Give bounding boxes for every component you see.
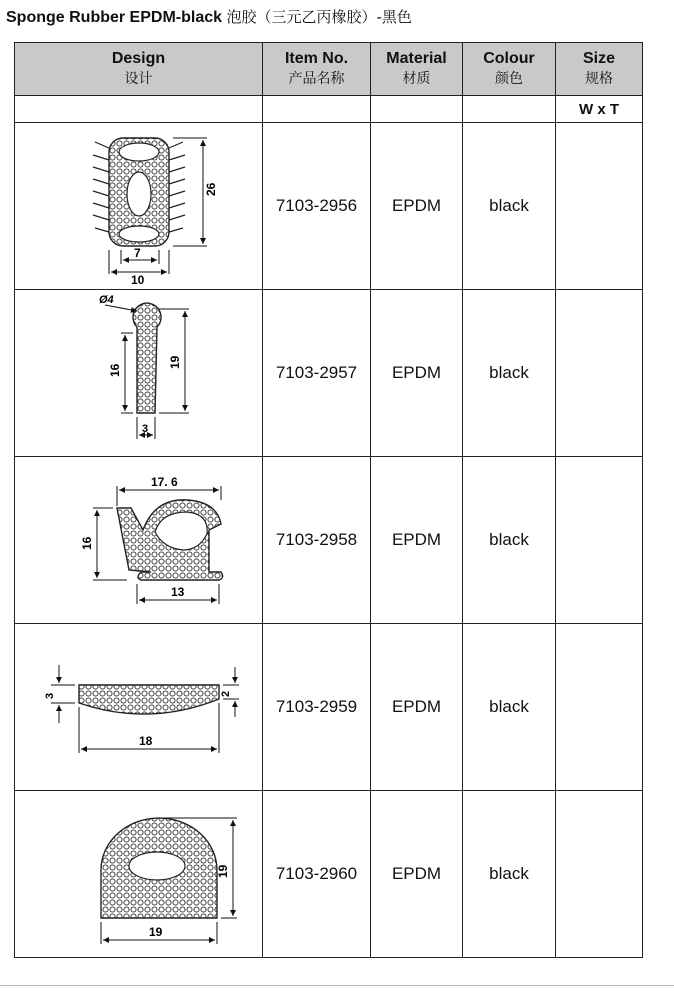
dim-label: 16 xyxy=(79,536,94,550)
table-row xyxy=(15,123,643,290)
dim-label: 3 xyxy=(43,692,56,699)
footer-divider xyxy=(0,985,674,986)
colour: black xyxy=(463,290,556,457)
dim-label: 16 xyxy=(107,363,122,377)
item-number: 7103-2959 xyxy=(263,624,371,791)
table-row xyxy=(15,457,643,624)
dim-label: 19 xyxy=(148,925,162,939)
item-number: 7103-2960 xyxy=(263,791,371,958)
material: EPDM xyxy=(371,123,463,290)
header-size: Size 规格 xyxy=(556,43,643,96)
colour: black xyxy=(463,624,556,791)
item-number: 7103-2956 xyxy=(263,123,371,290)
page-title xyxy=(6,6,412,27)
item-number: 7103-2957 xyxy=(263,290,371,457)
colour: black xyxy=(463,457,556,624)
design-drawing-2956 xyxy=(15,123,263,290)
dim-label: 19 xyxy=(167,355,182,369)
dim-label: 13 xyxy=(170,585,184,599)
material: EPDM xyxy=(371,457,463,624)
design-drawing-2959 xyxy=(15,624,263,791)
material: EPDM xyxy=(371,290,463,457)
table-row xyxy=(15,791,643,958)
item-number: 7103-2958 xyxy=(263,457,371,624)
table-row xyxy=(15,290,643,457)
title-cn: 泡胶（三元乙丙橡胶）-黑色 xyxy=(226,8,412,26)
dim-label: 7 xyxy=(133,246,141,260)
product-table xyxy=(14,42,643,958)
material: EPDM xyxy=(371,624,463,791)
dim-label: 19 xyxy=(215,864,230,878)
dim-label: 10 xyxy=(130,273,144,286)
colour: black xyxy=(463,791,556,958)
dim-label: 3 xyxy=(141,423,148,435)
size-cell xyxy=(556,290,643,457)
size-cell xyxy=(556,123,643,290)
header-colour: Colour 颜色 xyxy=(463,43,556,96)
header-design: Design 设计 xyxy=(15,43,263,96)
design-drawing-2958 xyxy=(15,457,263,624)
design-drawing-2960 xyxy=(15,791,263,958)
dim-label: Ø4 xyxy=(98,294,114,306)
dim-label: 17. 6 xyxy=(150,475,178,489)
size-subheader: W x T xyxy=(556,96,643,123)
header-item-no: Item No. 产品名称 xyxy=(263,43,371,96)
dim-label: 18 xyxy=(138,734,152,748)
subheader-row xyxy=(15,96,643,123)
size-cell xyxy=(556,624,643,791)
dim-label: 2 xyxy=(219,690,232,697)
size-cell xyxy=(556,791,643,958)
table-row xyxy=(15,624,643,791)
header-row xyxy=(15,43,643,96)
dim-label: 26 xyxy=(203,182,218,196)
design-drawing-2957 xyxy=(15,290,263,457)
header-material: Material 材质 xyxy=(371,43,463,96)
size-cell xyxy=(556,457,643,624)
colour: black xyxy=(463,123,556,290)
material: EPDM xyxy=(371,791,463,958)
title-en: Sponge Rubber EPDM-black xyxy=(6,9,223,26)
